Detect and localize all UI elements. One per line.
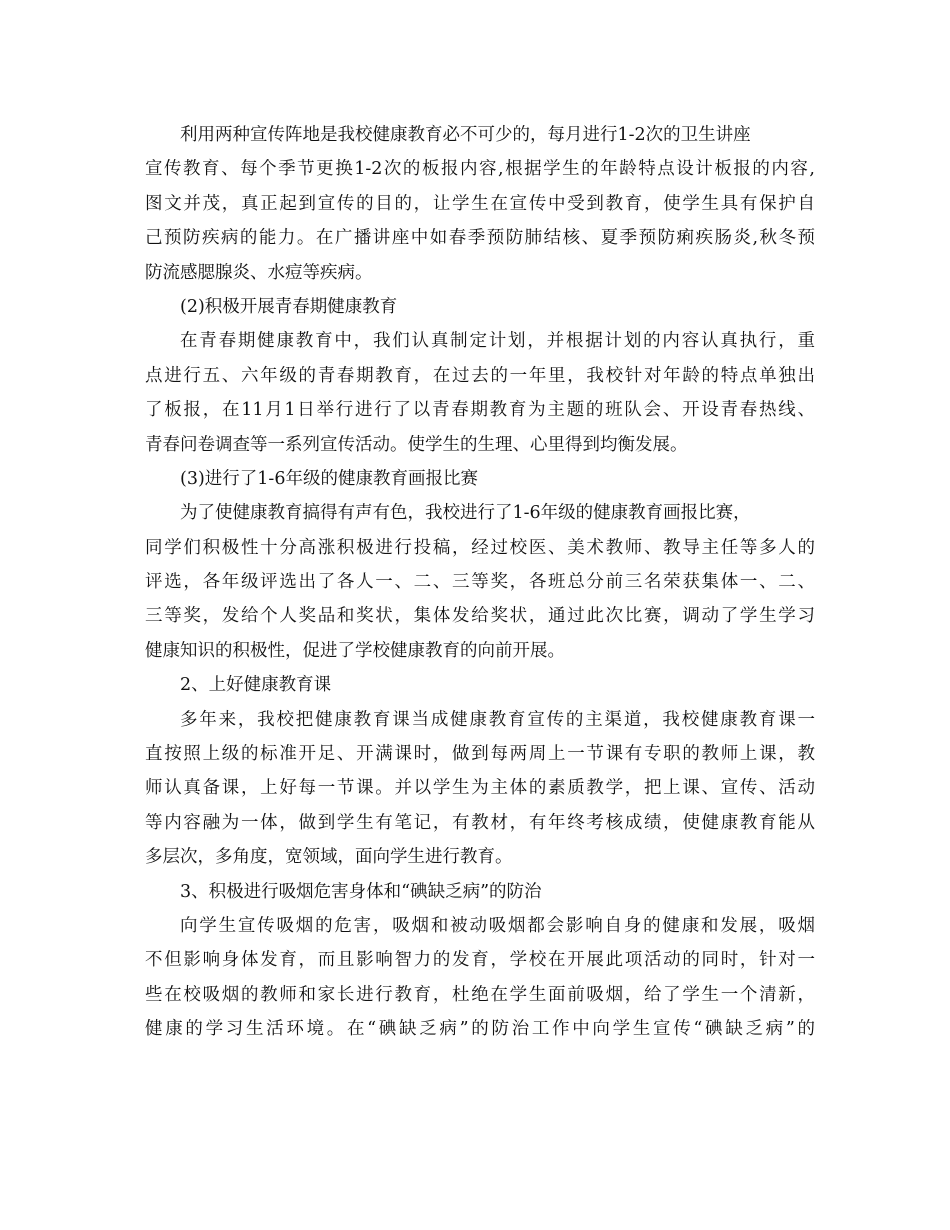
- text-line: 三等奖，发给个人奖品和奖状，集体发给奖状，通过此次比赛，调动了学生学习: [145, 606, 815, 627]
- document-body: [145, 118, 815, 1047]
- text-line: 健康的学习生活环境。在“碘缺乏病”的防治工作中向学生宣传“碘缺乏病”的: [145, 1019, 815, 1040]
- text-line: 为了使健康教育搞得有声有色，我校进行了1-6年级的健康教育画报比赛，: [180, 503, 751, 524]
- text-line: 多年来，我校把健康教育课当成健康教育宣传的主渠道，我校健康教育课一: [180, 709, 815, 730]
- text-line: 评选，各年级评选出了各人一、二、三等奖，各班总分前三名荣获集体一、二、: [145, 572, 815, 593]
- text-line: 利用两种宣传阵地是我校健康教育必不可少的，每月进行1-2次的卫生讲座: [180, 125, 751, 145]
- text-line: 健康知识的积极性，促进了学校健康教育的向前开展。: [145, 640, 565, 661]
- text-line: 3、积极进行吸烟危害身体和“碘缺乏病”的防治: [180, 881, 542, 902]
- text-line: (3)进行了1-6年级的健康教育画报比赛: [180, 468, 478, 489]
- text-line: (2)积极开展青春期健康教育: [180, 296, 398, 317]
- text-line: 宣传教育、每个季节更换1-2次的板报内容,根据学生的年龄特点设计板报的内容,: [145, 159, 815, 180]
- text-line: 多层次，多角度，宽领域，面向学生进行教育。: [145, 847, 513, 868]
- text-line: 些在校吸烟的教师和家长进行教育，杜绝在学生面前吸烟，给了学生一个清新，: [145, 984, 815, 1005]
- text-line: 师认真备课，上好每一节课。并以学生为主体的素质教学，把上课、宣传、活动: [145, 778, 815, 799]
- text-line: 防流感腮腺炎、水痘等疾病。: [145, 262, 373, 283]
- text-line: 图文并茂，真正起到宣传的目的，让学生在宣传中受到教育，使学生具有保护自: [145, 193, 815, 214]
- text-line: 点进行五、六年级的青春期教育，在过去的一年里，我校针对年龄的特点单独出: [145, 365, 815, 386]
- text-line: 了板报，在11月1日举行进行了以青春期教育为主题的班队会、开设青春热线、: [145, 400, 815, 421]
- text-line: 向学生宣传吸烟的危害，吸烟和被动吸烟都会影响自身的健康和发展，吸烟: [180, 915, 815, 936]
- text-line: 青春问卷调查等一系列宣传活动。使学生的生理、心里得到均衡发展。: [145, 434, 688, 455]
- text-line: 直按照上级的标准开足、开满课时，做到每两周上一节课有专职的教师上课，教: [145, 744, 815, 765]
- text-line: 己预防疾病的能力。在广播讲座中如春季预防肺结核、夏季预防痢疾肠炎,秋冬预: [145, 228, 815, 249]
- text-line: 同学们积极性十分高涨积极进行投稿，经过校医、美术教师、教导主任等多人的: [145, 537, 815, 558]
- text-line: 不但影响身体发育，而且影响智力的发育，学校在开展此项活动的同时，针对一: [145, 950, 815, 971]
- text-line: 等内容融为一体，做到学生有笔记，有教材，有年终考核成绩，使健康教育能从: [145, 812, 815, 833]
- text-line: 2、上好健康教育课: [180, 675, 332, 696]
- text-line: 在青春期健康教育中，我们认真制定计划，并根据计划的内容认真执行，重: [180, 331, 815, 352]
